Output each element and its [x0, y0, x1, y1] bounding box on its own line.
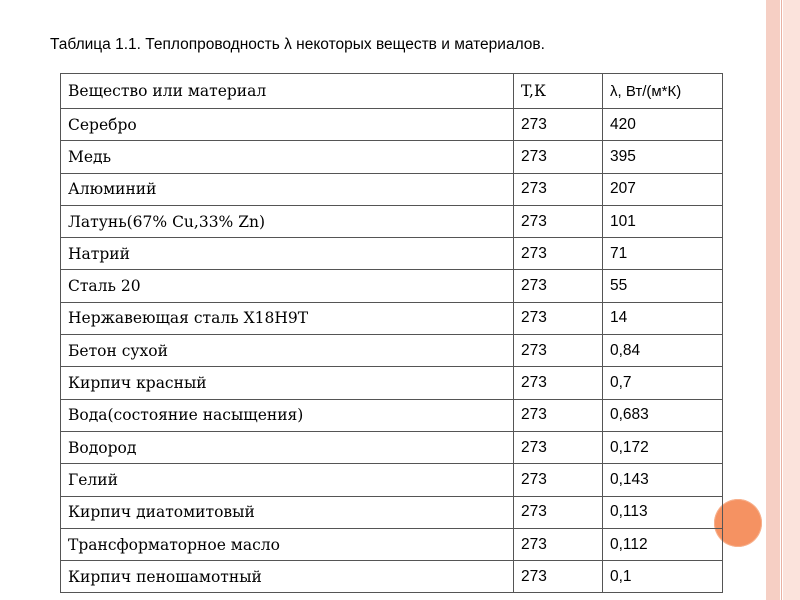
cell-conductivity: 0,112 [603, 528, 723, 560]
cell-temperature: 273 [514, 561, 603, 593]
table-row [61, 173, 723, 205]
cell-temperature: 273 [514, 335, 603, 367]
decorative-stripe-line [781, 0, 782, 600]
cell-temperature: 273 [514, 270, 603, 302]
table-row [61, 141, 723, 173]
header-cell-conductivity: λ, Вт/(м*К) [603, 74, 723, 109]
table-row [61, 335, 723, 367]
cell-material: Сталь 20 [61, 270, 514, 302]
cell-material: Кирпич диатомитовый [61, 496, 514, 528]
cell-temperature: 273 [514, 141, 603, 173]
table-row [61, 367, 723, 399]
table-row [61, 205, 723, 237]
cell-conductivity: 395 [603, 141, 723, 173]
table-caption: Таблица 1.1. Теплопроводность λ некоторых веществ и материалов. [50, 36, 545, 53]
cell-material: Трансформаторное масло [61, 528, 514, 560]
cell-conductivity: 0,84 [603, 335, 723, 367]
table-row [61, 496, 723, 528]
cell-temperature: 273 [514, 528, 603, 560]
cell-material: Натрий [61, 238, 514, 270]
cell-temperature: 273 [514, 399, 603, 431]
cell-material: Бетон сухой [61, 335, 514, 367]
table-row [61, 399, 723, 431]
table-row [61, 238, 723, 270]
cell-temperature: 273 [514, 496, 603, 528]
cell-temperature: 273 [514, 367, 603, 399]
table-row [61, 109, 723, 141]
cell-material: Латунь(67% Cu,33% Zn) [61, 205, 514, 237]
table-row [61, 302, 723, 334]
cell-conductivity: 207 [603, 173, 723, 205]
cell-temperature: 273 [514, 464, 603, 496]
cell-conductivity: 0,172 [603, 431, 723, 463]
cell-temperature: 273 [514, 431, 603, 463]
decorative-stripe-outer [766, 0, 780, 600]
cell-material: Нержавеющая сталь Х18Н9Т [61, 302, 514, 334]
cell-temperature: 273 [514, 109, 603, 141]
table-row [61, 270, 723, 302]
cell-conductivity: 0,7 [603, 367, 723, 399]
cell-material: Серебро [61, 109, 514, 141]
cell-material: Кирпич пеношамотный [61, 561, 514, 593]
cell-conductivity: 101 [603, 205, 723, 237]
table-row [61, 528, 723, 560]
cell-temperature: 273 [514, 205, 603, 237]
cell-material: Алюминий [61, 173, 514, 205]
cell-conductivity: 0,143 [603, 464, 723, 496]
cell-conductivity: 14 [603, 302, 723, 334]
cell-conductivity: 0,683 [603, 399, 723, 431]
table-row [61, 431, 723, 463]
cell-material: Гелий [61, 464, 514, 496]
cell-material: Кирпич красный [61, 367, 514, 399]
cell-conductivity: 420 [603, 109, 723, 141]
cell-conductivity: 0,113 [603, 496, 723, 528]
decorative-stripe-inner [783, 0, 800, 600]
cell-material: Водород [61, 431, 514, 463]
header-cell-temperature: T,К [514, 74, 603, 109]
table-row [61, 561, 723, 593]
cell-temperature: 273 [514, 173, 603, 205]
table-row [61, 464, 723, 496]
cell-conductivity: 55 [603, 270, 723, 302]
cell-conductivity: 71 [603, 238, 723, 270]
cell-conductivity: 0,1 [603, 561, 723, 593]
header-cell-material: Вещество или материал [61, 74, 514, 109]
table-header-row [61, 74, 723, 109]
cell-temperature: 273 [514, 238, 603, 270]
cell-material: Вода(состояние насыщения) [61, 399, 514, 431]
cell-temperature: 273 [514, 302, 603, 334]
cell-material: Медь [61, 141, 514, 173]
conductivity-table [60, 73, 723, 593]
